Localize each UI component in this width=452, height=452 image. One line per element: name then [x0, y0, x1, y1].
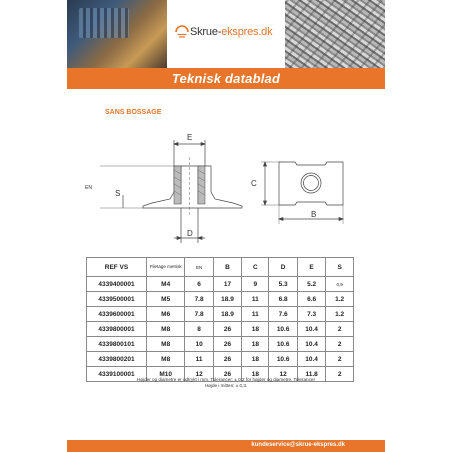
screws-photo — [285, 0, 385, 68]
side-view — [100, 140, 242, 243]
cell-thread: M8 — [146, 352, 184, 367]
cell-en: 6 — [185, 277, 213, 292]
cell-ref: 4339500001 — [87, 292, 147, 307]
table-header-row — [87, 258, 354, 277]
cell-en: 10 — [185, 337, 213, 352]
logo-screw-icon — [175, 25, 189, 39]
cell-s: 1.2 — [326, 307, 354, 322]
table-row — [87, 292, 354, 307]
cell-thread: M4 — [146, 277, 184, 292]
cell-d: 12 — [269, 367, 297, 382]
table-row — [87, 307, 354, 322]
table-row — [87, 322, 354, 337]
cell-e: 5.2 — [297, 277, 325, 292]
cell-ref: 4339800001 — [87, 322, 147, 337]
cell-en: 7.8 — [185, 307, 213, 322]
th-s: S — [326, 258, 354, 277]
tolerance-note: Højder og diametre er udtrykt i mm. Tolerancer: ± 0,2 for højder og diametre. Tolerancer — [136, 377, 315, 382]
cell-s: 0,9 — [326, 277, 354, 292]
c-arrow-bottom — [264, 201, 267, 205]
label-e: E — [187, 133, 193, 142]
section-left — [174, 166, 181, 204]
label-d: D — [187, 229, 193, 238]
cell-d: 10.6 — [269, 352, 297, 367]
cell-s: 2 — [326, 352, 354, 367]
tolerance-note-2: Højde i mitten: ± 0,3. — [204, 383, 248, 388]
cell-c: 18 — [242, 367, 269, 382]
barrel-outline — [143, 166, 242, 208]
cell-en: 8 — [185, 322, 213, 337]
cell-e: 11.8 — [297, 367, 325, 382]
cell-c: 18 — [242, 322, 269, 337]
cell-d: 6.8 — [269, 292, 297, 307]
cell-d: 10.6 — [269, 337, 297, 352]
cell-en: 12 — [185, 367, 213, 382]
cell-b: 26 — [213, 337, 241, 352]
table-row — [87, 337, 354, 352]
cell-d: 5.3 — [269, 277, 297, 292]
label-c: C — [251, 179, 257, 188]
banner-title: Teknisk datablad — [171, 71, 281, 86]
cell-e: 10.4 — [297, 352, 325, 367]
section-title: SANS BOSSAGE — [105, 109, 162, 116]
cell-e: 10.4 — [297, 337, 325, 352]
cell-s: 2 — [326, 337, 354, 352]
label-en: EN — [85, 185, 92, 191]
cell-s: 1.2 — [326, 292, 354, 307]
cell-b: 18.9 — [213, 307, 241, 322]
cell-ref: 4339400001 — [87, 277, 147, 292]
logo-text — [190, 26, 272, 38]
cell-s: 2 — [326, 322, 354, 337]
title-banner — [67, 68, 385, 89]
datasheet-page — [67, 0, 385, 452]
cell-c: 11 — [242, 292, 269, 307]
th-e: E — [297, 258, 325, 277]
cell-e: 6.6 — [297, 292, 325, 307]
cell-ref: 4339600001 — [87, 307, 147, 322]
c-arrow-top — [264, 162, 267, 166]
cell-ref: 4339800201 — [87, 352, 147, 367]
d-arrow-left — [177, 237, 181, 240]
logo — [167, 0, 285, 68]
section-right — [198, 166, 205, 204]
cell-ref: 4339800101 — [87, 337, 147, 352]
cell-b: 18.9 — [213, 292, 241, 307]
th-d: D — [269, 258, 297, 277]
cell-b: 26 — [213, 322, 241, 337]
cell-b: 26 — [213, 352, 241, 367]
b-arrow-right — [339, 218, 343, 221]
header — [67, 0, 385, 68]
cell-thread: M5 — [146, 292, 184, 307]
cell-thread: M10 — [146, 367, 184, 382]
d-arrow-right — [198, 237, 202, 240]
label-s: S — [115, 189, 121, 198]
tools-photo — [67, 0, 167, 68]
cell-en: 11 — [185, 352, 213, 367]
tnut-outline — [279, 162, 343, 205]
table-row — [87, 277, 354, 292]
cell-thread: M8 — [146, 337, 184, 352]
th-thread: Filetage metrisk — [146, 258, 184, 277]
technical-drawing — [67, 125, 385, 250]
e-arrow-left — [174, 143, 178, 146]
cell-b: 17 — [213, 277, 241, 292]
logo-text-main: Skrue- — [190, 26, 222, 38]
cell-e: 7.3 — [297, 307, 325, 322]
top-view — [261, 162, 343, 224]
footer-email-link[interactable]: kundeservice@skrue-ekspres.dk — [251, 442, 345, 448]
cell-c: 11 — [242, 307, 269, 322]
e-arrow-right — [201, 143, 205, 146]
cell-c: 18 — [242, 352, 269, 367]
cell-ref: 4339100001 — [87, 367, 147, 382]
cell-d: 7.6 — [269, 307, 297, 322]
table-row — [87, 352, 354, 367]
th-en: EN — [185, 258, 213, 277]
cell-e: 10.4 — [297, 322, 325, 337]
cell-d: 10.6 — [269, 322, 297, 337]
th-c: C — [242, 258, 269, 277]
cell-en: 7.8 — [185, 292, 213, 307]
b-arrow-left — [279, 218, 283, 221]
th-ref: REF VS — [87, 258, 147, 277]
logo-text-accent: ekspres.dk — [221, 26, 273, 38]
cell-s: 2 — [326, 367, 354, 382]
footer-bar — [67, 440, 385, 452]
label-b: B — [311, 210, 317, 219]
th-b: B — [213, 258, 241, 277]
spec-table — [86, 257, 354, 382]
cell-b: 26 — [213, 367, 241, 382]
cell-c: 18 — [242, 337, 269, 352]
cell-thread: M8 — [146, 322, 184, 337]
cell-c: 9 — [242, 277, 269, 292]
cell-thread: M6 — [146, 307, 184, 322]
